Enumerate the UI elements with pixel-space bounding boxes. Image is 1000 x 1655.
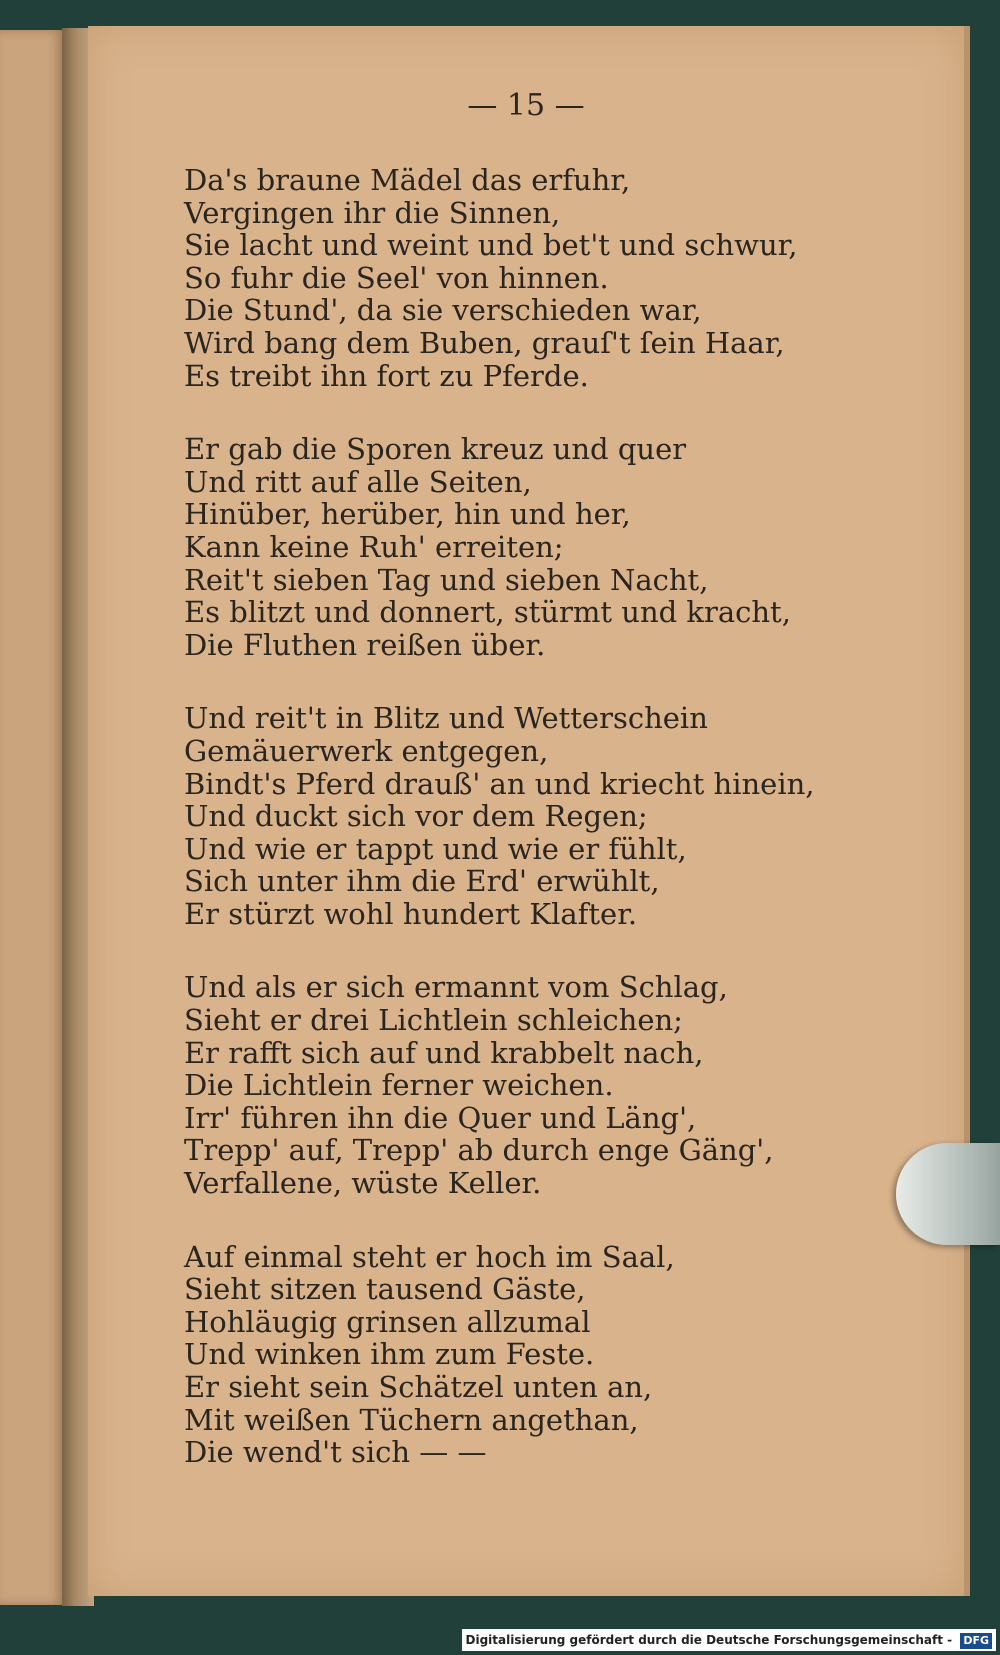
verse-line: Bindt's Pferd drauß' an und kriecht hinein, bbox=[184, 766, 815, 801]
verse-line: Er sieht sein Schätzel unten an, bbox=[184, 1370, 653, 1404]
dfg-logo-icon: DFG bbox=[960, 1633, 992, 1649]
verse-line: Sie lacht und weint und bet't und schwur, bbox=[184, 228, 798, 263]
verse-line: Trepp' auf, Trepp' ab durch enge Gäng', bbox=[184, 1133, 774, 1168]
verse-line: Irr' führen ihn die Quer und Läng', bbox=[184, 1100, 697, 1135]
poem bbox=[184, 164, 904, 1510]
stanza-2 bbox=[184, 433, 904, 661]
verse-line: Und reit't in Blitz und Wetterschein bbox=[184, 701, 708, 736]
digitization-credit bbox=[462, 1629, 996, 1651]
stanza-1 bbox=[184, 164, 904, 392]
verse-line: Und duckt sich vor dem Regen; bbox=[184, 799, 648, 834]
verse-line: Vergingen ihr die Sinnen, bbox=[184, 195, 561, 230]
verse-line: Und winken ihm zum Feste. bbox=[184, 1337, 595, 1372]
verse-line: Sieht sitzen tausend Gäste, bbox=[184, 1272, 586, 1307]
verse-line: Sich unter ihm die Erd' erwühlt, bbox=[184, 864, 660, 899]
verse-line: Reit't sieben Tag und sieben Nacht, bbox=[184, 562, 709, 597]
verse-line: So fuhr die Seel' von hinnen. bbox=[184, 260, 609, 295]
book-page bbox=[88, 26, 970, 1596]
verse-line: Es treibt ihn fort zu Pferde. bbox=[184, 358, 589, 393]
verse-line: Da's braune Mädel das erfuhr, bbox=[184, 163, 631, 197]
verse-line: Kann keine Ruh' erreiten; bbox=[184, 529, 564, 564]
verse-line: Die wend't sich — — bbox=[184, 1435, 487, 1470]
verse-line: Gemäuerwerk entgegen, bbox=[184, 733, 549, 768]
verse-line: Er gab die Sporen kreuz und quer bbox=[184, 432, 687, 467]
verse-line: Sieht er drei Lichtlein schleichen; bbox=[184, 1003, 683, 1038]
verse-line: Die Fluthen reißen über. bbox=[184, 627, 546, 662]
verse-line: Hohläugig grinsen allzumal bbox=[184, 1304, 591, 1339]
left-page-edge bbox=[0, 30, 64, 1605]
verse-line: Auf einmal steht er hoch im Saal, bbox=[184, 1239, 675, 1274]
verse-line: Er stürzt wohl hundert Klafter. bbox=[184, 896, 638, 931]
stanza-4 bbox=[184, 971, 904, 1199]
verse-line: Und wie er tappt und wie er fühlt, bbox=[184, 831, 687, 866]
stanza-3 bbox=[184, 702, 904, 930]
verse-line: Die Lichtlein ferner weichen. bbox=[184, 1068, 614, 1103]
credit-text: Digitalisierung gefördert durch die Deutsche Forschungsgemeinschaft - bbox=[465, 1633, 953, 1647]
verse-line: Es blitzt und donnert, stürmt und kracht, bbox=[184, 595, 791, 630]
verse-line: Die Stund', da sie verschieden war, bbox=[184, 293, 702, 328]
verse-line: Mit weißen Tüchern angethan, bbox=[184, 1402, 639, 1437]
page-number: — 15 — bbox=[467, 88, 585, 123]
verse-line: Hinüber, herüber, hin und her, bbox=[184, 497, 631, 532]
stanza-5 bbox=[184, 1241, 904, 1469]
verse-line: Und als er sich ermannt vom Schlag, bbox=[184, 970, 728, 1005]
verse-line: Wird bang dem Buben, grauſ't ſein Haar, bbox=[184, 325, 785, 360]
verse-line: Er rafft sich auf und krabbelt nach, bbox=[184, 1035, 704, 1070]
verse-line: Und ritt auf alle Seiten, bbox=[184, 464, 532, 499]
page-clip bbox=[896, 1143, 1000, 1245]
verse-line: Verfallene, wüste Keller. bbox=[184, 1166, 542, 1201]
